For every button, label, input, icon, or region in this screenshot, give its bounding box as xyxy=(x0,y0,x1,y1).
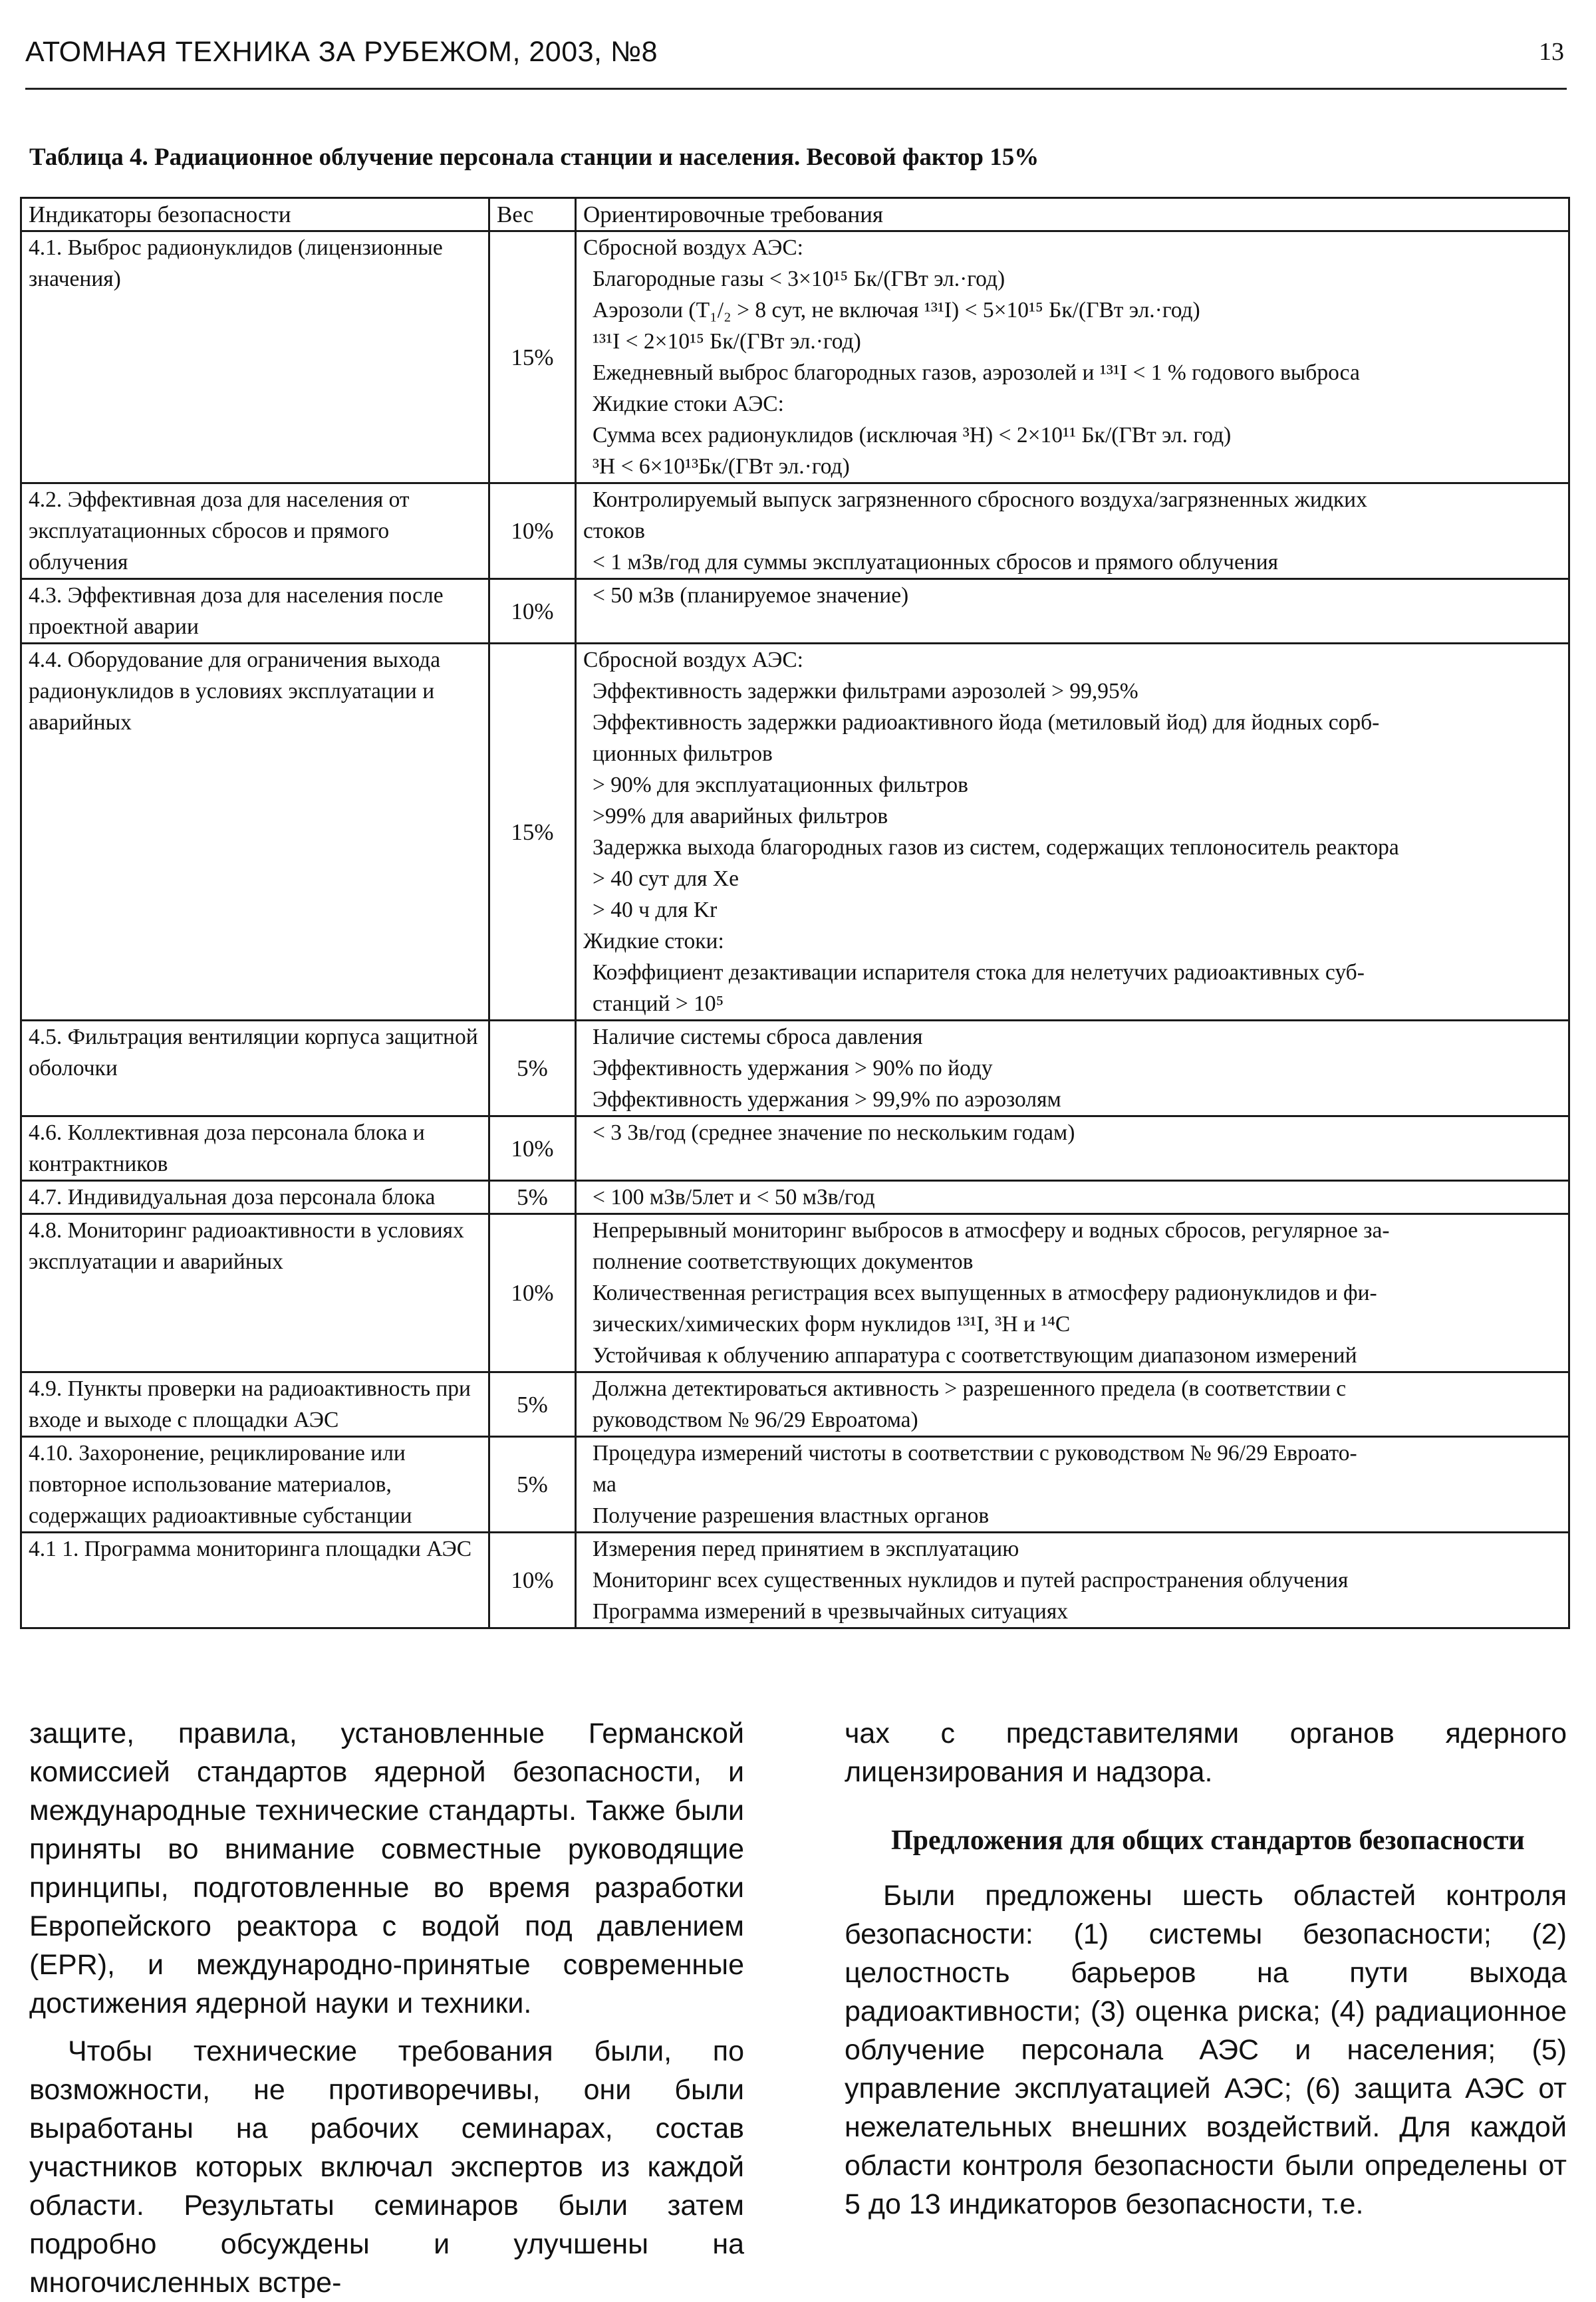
requirement-line: Количественная регистрация всех выпущенных в атмосферу радионуклидов и фи- xyxy=(593,1281,1377,1305)
requirement-line: Наличие системы сброса давления xyxy=(593,1025,923,1049)
requirement-line: стоков xyxy=(583,519,645,543)
requirement-line: < 100 мЗв/5лет и < 50 мЗв/год xyxy=(593,1185,875,1210)
table-header-row xyxy=(21,198,1569,231)
weight-cell: 5% xyxy=(489,1437,576,1533)
requirements-cell xyxy=(576,1116,1569,1181)
journal-title: АТОМНАЯ ТЕХНИКА ЗА РУБЕЖОМ, 2003, №8 xyxy=(25,36,658,68)
table-row xyxy=(21,644,1569,1021)
requirement-line: Эффективность задержки фильтрами аэрозолей > 99,95% xyxy=(593,679,1138,703)
column-header: Вес xyxy=(489,198,576,231)
requirements-cell xyxy=(576,1533,1569,1628)
requirements-cell xyxy=(576,1021,1569,1116)
table-row xyxy=(21,1181,1569,1214)
page-number: 13 xyxy=(1539,38,1564,66)
requirement-line: полнение соответствующих документов xyxy=(593,1249,974,1274)
requirement-line: Благородные газы < 3×10¹⁵ Бк/(ГВт эл.·год) xyxy=(593,267,1005,291)
indicator-cell: 4.1 1. Программа мониторинга площадки АЭС xyxy=(21,1533,489,1628)
table-row xyxy=(21,1214,1569,1372)
requirement-line: Контролируемый выпуск загрязненного сбросного воздуха/загрязненных жидких xyxy=(593,487,1367,512)
table-row xyxy=(21,1116,1569,1181)
requirement-line: Жидкие стоки АЭС: xyxy=(593,392,784,416)
requirement-line: Эффективность удержания > 99,9% по аэрозолям xyxy=(593,1087,1061,1112)
requirement-line: < 1 мЗв/год для суммы эксплуатационных сбросов и прямого облучения xyxy=(593,550,1279,575)
column-header: Ориентировочные требования xyxy=(576,198,1569,231)
requirements-cell xyxy=(576,1437,1569,1533)
weight-cell: 10% xyxy=(489,1116,576,1181)
indicator-cell: 4.10. Захоронение, рециклирование или повторное использование материалов, содержащих радиоактивные субстанции xyxy=(21,1437,489,1533)
section-heading: Предложения для общих стандартов безопасности xyxy=(891,1825,1525,1856)
requirements-cell xyxy=(576,1214,1569,1372)
requirement-line: Сбросной воздух АЭС: xyxy=(583,235,803,260)
requirement-line: руководством № 96/29 Евроатома) xyxy=(593,1408,918,1432)
requirement-line: > 90% для эксплуатационных фильтров xyxy=(593,773,968,797)
requirement-line: ¹³¹I < 2×10¹⁵ Бк/(ГВт эл.·год) xyxy=(593,329,861,354)
requirement-line: < 3 Зв/год (среднее значение по нескольким годам) xyxy=(593,1120,1075,1145)
weight-cell: 15% xyxy=(489,644,576,1021)
table-row xyxy=(21,1372,1569,1437)
requirement-line: Измерения перед принятием в эксплуатацию xyxy=(593,1537,1019,1561)
indicator-cell: 4.1. Выброс радионуклидов (лицензионные значения) xyxy=(21,231,489,483)
requirement-line: Ежедневный выброс благородных газов, аэрозолей и ¹³¹I < 1 % годового выброса xyxy=(593,360,1360,385)
weight-cell: 15% xyxy=(489,231,576,483)
requirements-cell xyxy=(576,231,1569,483)
requirement-line: Сумма всех радионуклидов (исключая ³H) < 2×10¹¹ Бк/(ГВт эл. год) xyxy=(593,423,1232,448)
indicator-cell: 4.6. Коллективная доза персонала блока и контрактников xyxy=(21,1116,489,1181)
requirements-cell xyxy=(576,579,1569,644)
indicator-cell: 4.7. Индивидуальная доза персонала блока xyxy=(21,1181,489,1214)
weight-cell: 5% xyxy=(489,1181,576,1214)
requirement-line: Жидкие стоки: xyxy=(583,929,724,954)
requirement-line: Должна детектироваться активность > разрешенного предела (в соответствии с xyxy=(593,1376,1347,1401)
requirement-line: > 40 ч для Kr xyxy=(593,898,718,922)
requirement-line: Эффективность удержания > 90% по йоду xyxy=(593,1056,993,1081)
requirement-line: ционных фильтров xyxy=(593,741,773,766)
requirement-line: ³H < 6×10¹³Бк/(ГВт эл.·год) xyxy=(593,454,850,479)
requirement-line: Мониторинг всех существенных нуклидов и путей распространения облучения xyxy=(593,1568,1349,1593)
indicator-cell: 4.9. Пункты проверки на радиоактивность при входе и выходе с площадки АЭС xyxy=(21,1372,489,1437)
weight-cell: 10% xyxy=(489,483,576,579)
table-row xyxy=(21,1021,1569,1116)
table-caption: Таблица 4. Радиационное облучение персонала станции и населения. Весовой фактор 15% xyxy=(29,144,1039,171)
weight-cell: 10% xyxy=(489,579,576,644)
requirement-line: станций > 10⁵ xyxy=(593,991,724,1016)
indicator-cell: 4.2. Эффективная доза для населения от эксплуатационных сбросов и прямого облучения xyxy=(21,483,489,579)
table-row xyxy=(21,483,1569,579)
requirement-line: < 50 мЗв (планируемое значение) xyxy=(593,583,909,608)
requirement-line: Эффективность задержки радиоактивного йода (метиловый йод) для йодных сорб- xyxy=(593,710,1380,735)
requirements-cell xyxy=(576,483,1569,579)
requirement-line: Процедура измерений чистоты в соответствии с руководством № 96/29 Евроато- xyxy=(593,1441,1357,1466)
requirement-line: Коэффициент дезактивации испарителя стока для нелетучих радиоактивных суб- xyxy=(593,960,1365,985)
table-row xyxy=(21,231,1569,483)
paragraph: защите, правила, установленные Германской комиссией стандартов ядерной безопасности, и международные технические стандарты. Также были приняты во внимание совместные руководящие принципы, подготовленные во время разработки Европейского реактора с водой под давлением (EPR), и международно-принятые современные достижения ядерной науки и техники. xyxy=(29,1718,744,2019)
requirement-line: >99% для аварийных фильтров xyxy=(593,804,888,829)
column-header: Индикаторы безопасности xyxy=(21,198,489,231)
indicator-cell: 4.8. Мониторинг радиоактивности в условиях эксплуатации и аварийных xyxy=(21,1214,489,1372)
paragraph: Были предложены шесть областей контроля безопасности: (1) системы безопасности; (2) целостность барьеров на пути выхода радиоактивности; (3) оценка риска; (4) радиационное облучение персонала АЭС и населения; (5) управление эксплуатацией АЭС; (6) защита АЭС от нежелательных внешних воздействий. Для каждой области контроля безопасности были определены от 5 до 13 индикаторов безопасности, т.е. xyxy=(845,1880,1567,2220)
requirement-line: Непрерывный мониторинг выбросов в атмосферу и водных сбросов, регулярное за- xyxy=(593,1218,1390,1243)
requirements-cell xyxy=(576,644,1569,1021)
requirements-cell xyxy=(576,1181,1569,1214)
body-column-left xyxy=(29,1714,744,2302)
body-column-right xyxy=(845,1714,1567,2224)
weight-cell: 10% xyxy=(489,1533,576,1628)
indicator-cell: 4.3. Эффективная доза для населения после проектной аварии xyxy=(21,579,489,644)
requirement-line: Аэрозоли (T₁/₂ > 8 сут, не включая ¹³¹I) < 5×10¹⁵ Бк/(ГВт эл.·год) xyxy=(593,298,1200,322)
requirement-line: Программа измерений в чрезвычайных ситуациях xyxy=(593,1599,1069,1624)
paragraph: чах с представителями органов ядерного лицензирования и надзора. xyxy=(845,1718,1567,1788)
table-row xyxy=(21,1533,1569,1628)
weight-cell: 5% xyxy=(489,1372,576,1437)
weight-cell: 10% xyxy=(489,1214,576,1372)
running-header xyxy=(25,35,1567,90)
requirement-line: > 40 сут для Xe xyxy=(593,866,739,891)
requirement-line: Получение разрешения властных органов xyxy=(593,1503,990,1528)
requirement-line: Задержка выхода благородных газов из систем, содержащих теплоноситель реактора xyxy=(593,835,1399,860)
table-row xyxy=(21,579,1569,644)
requirement-line: Устойчивая к облучению аппаратура с соответствующим диапазоном измерений xyxy=(593,1343,1357,1368)
weight-cell: 5% xyxy=(489,1021,576,1116)
requirement-line: зических/химических форм нуклидов ¹³¹I, ³H и ¹⁴C xyxy=(593,1312,1071,1337)
requirement-line: Сбросной воздух АЭС: xyxy=(583,648,803,672)
indicator-cell: 4.5. Фильтрация вентиляции корпуса защитной оболочки xyxy=(21,1021,489,1116)
requirement-line: ма xyxy=(593,1472,616,1497)
safety-indicators-table xyxy=(20,197,1570,1629)
paragraph: Чтобы технические требования были, по возможности, не противоречивы, они были выработаны на рабочих семинарах, состав участников которых включал экспертов из каждой области. Результаты семинаров были затем подробно обсуждены и улучшены на многочисленных встре- xyxy=(29,2035,744,2299)
table-row xyxy=(21,1437,1569,1533)
indicator-cell: 4.4. Оборудование для ограничения выхода радионуклидов в условиях эксплуатации и аварийных xyxy=(21,644,489,1021)
requirements-cell xyxy=(576,1372,1569,1437)
